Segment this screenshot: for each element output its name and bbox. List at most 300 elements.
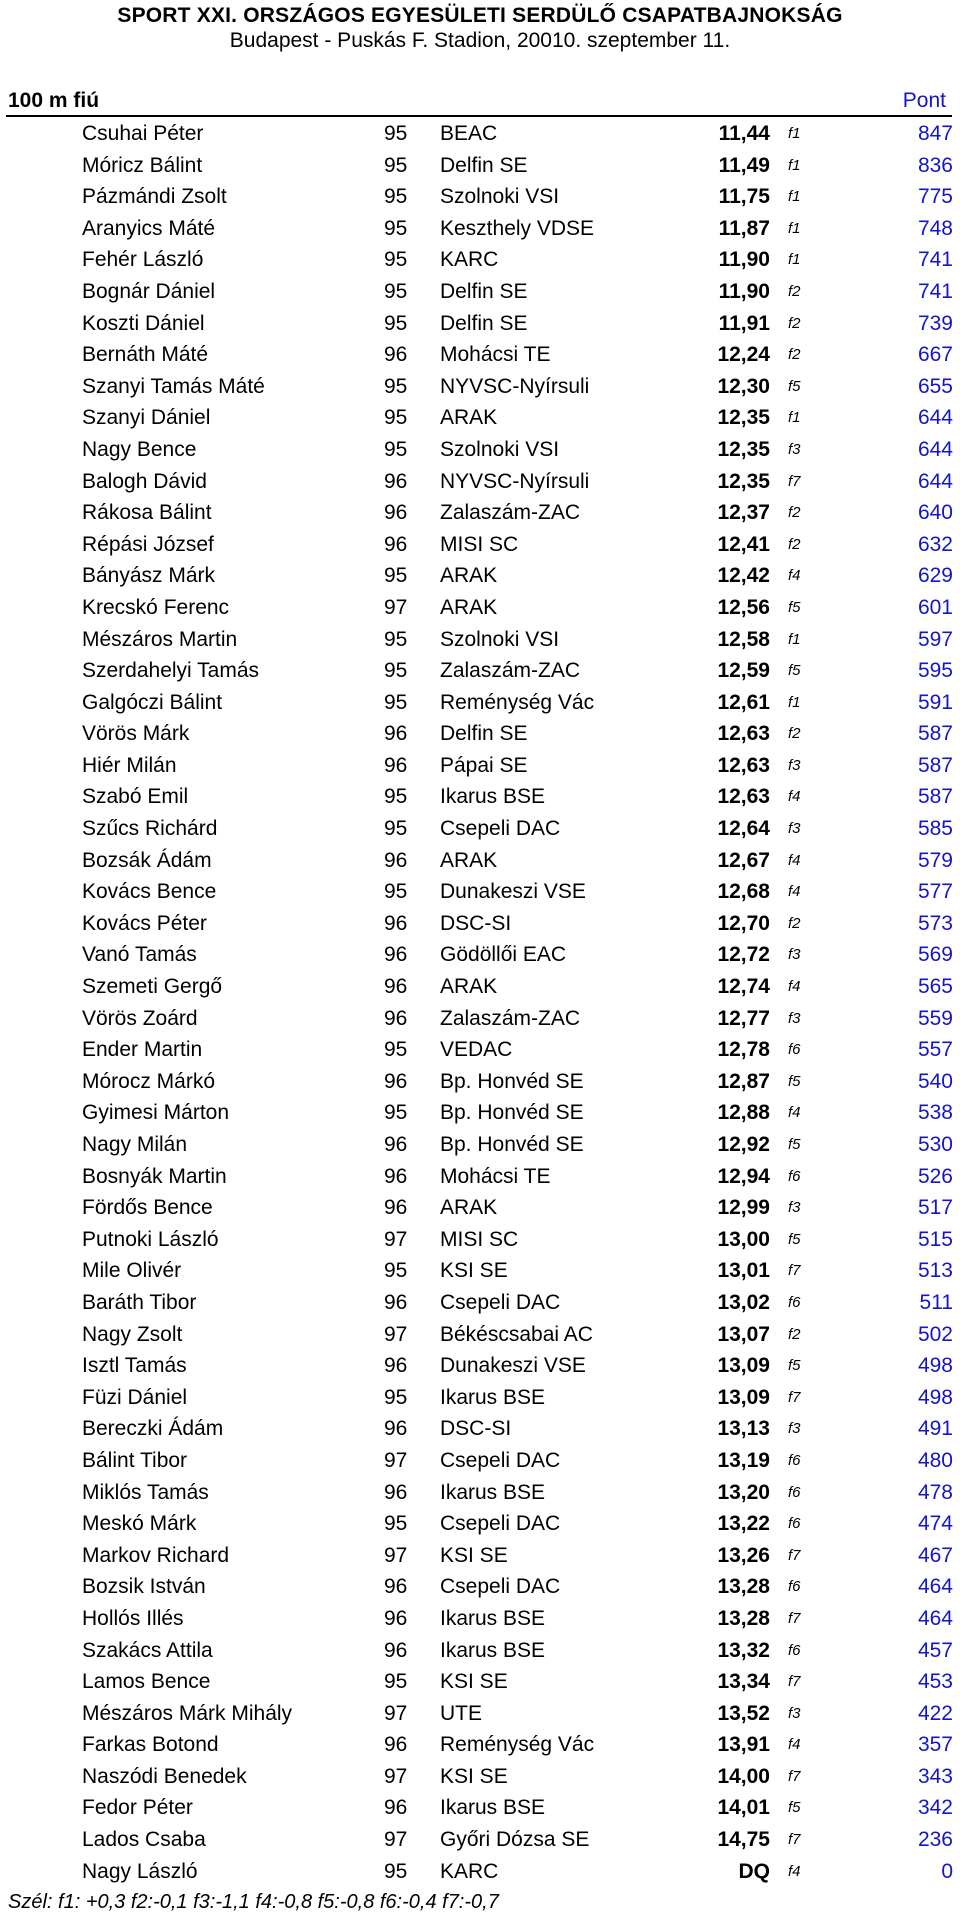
club-name: Békéscsabai AC bbox=[440, 1322, 593, 1346]
result-row bbox=[0, 1729, 960, 1761]
birth-year: 96 bbox=[384, 501, 408, 525]
points-value: 502 bbox=[917, 1322, 953, 1346]
club-name: BEAC bbox=[440, 122, 498, 145]
club-name: DSC-SI bbox=[440, 911, 512, 935]
points-value: 0 bbox=[941, 1859, 953, 1883]
result-row bbox=[0, 529, 960, 561]
result-row bbox=[0, 434, 960, 466]
heat-label: f1 bbox=[788, 409, 801, 427]
club-name: Szolnoki VSI bbox=[440, 185, 560, 209]
athlete-name: Szemeti Gergő bbox=[82, 975, 223, 999]
result-time: 12,72 bbox=[717, 943, 770, 967]
birth-year: 96 bbox=[384, 1290, 408, 1314]
points-value: 498 bbox=[917, 1354, 953, 1378]
club-name: Dunakeszi VSE bbox=[440, 880, 586, 904]
result-row bbox=[0, 560, 960, 592]
heat-label: f6 bbox=[788, 1167, 801, 1185]
heat-label: f5 bbox=[788, 1799, 801, 1817]
points-value: 629 bbox=[917, 564, 953, 588]
heat-label: f5 bbox=[788, 1072, 801, 1090]
club-name: ARAK bbox=[440, 406, 498, 430]
heat-label: f2 bbox=[788, 314, 801, 332]
heat-label: f4 bbox=[788, 788, 801, 806]
club-name: ARAK bbox=[440, 595, 498, 619]
points-value: 474 bbox=[917, 1512, 953, 1536]
points-value: 559 bbox=[917, 1006, 953, 1030]
result-time: 13,22 bbox=[717, 1512, 770, 1536]
page-title: SPORT XXI. ORSZÁGOS EGYESÜLETI SERDÜLŐ CSAPATBAJNOKSÁG bbox=[117, 4, 843, 27]
points-value: 478 bbox=[917, 1480, 953, 1504]
heat-label: f3 bbox=[788, 1009, 801, 1027]
points-value: 517 bbox=[917, 1196, 953, 1220]
heat-label: f2 bbox=[788, 282, 801, 300]
points-value: 453 bbox=[917, 1670, 953, 1694]
heat-label: f3 bbox=[788, 1420, 801, 1438]
birth-year: 96 bbox=[384, 532, 408, 556]
result-time: 11,91 bbox=[718, 311, 770, 335]
points-value: 739 bbox=[917, 311, 953, 335]
club-name: Szolnoki VSI bbox=[440, 627, 560, 651]
points-value: 644 bbox=[917, 437, 953, 461]
birth-year: 95 bbox=[384, 1259, 408, 1283]
heat-label: f4 bbox=[788, 1736, 801, 1754]
club-name: ARAK bbox=[440, 564, 498, 588]
birth-year: 95 bbox=[384, 437, 408, 461]
heat-label: f1 bbox=[788, 219, 801, 237]
heat-label: f7 bbox=[788, 1831, 801, 1849]
athlete-name: Nagy Bence bbox=[82, 437, 197, 461]
athlete-name: Koszti Dániel bbox=[82, 311, 205, 335]
points-value: 579 bbox=[917, 848, 953, 872]
result-time: 13,26 bbox=[717, 1543, 770, 1567]
athlete-name: Szakács Attila bbox=[82, 1638, 213, 1662]
result-row bbox=[0, 1066, 960, 1098]
athlete-name: Lados Csaba bbox=[82, 1828, 206, 1852]
result-time: 14,01 bbox=[717, 1796, 770, 1820]
birth-year: 95 bbox=[384, 690, 408, 714]
heat-label: f4 bbox=[788, 1862, 801, 1880]
result-time: 12,92 bbox=[717, 1133, 770, 1156]
result-row bbox=[0, 1129, 960, 1161]
header-divider bbox=[6, 115, 952, 117]
athlete-name: Hiér Milán bbox=[82, 753, 177, 777]
result-time: 12,70 bbox=[717, 911, 770, 935]
heat-label: f7 bbox=[788, 1767, 801, 1785]
page-subtitle: Budapest - Puskás F. Stadion, 20010. szeptember 11. bbox=[229, 29, 731, 52]
club-name: Bp. Honvéd SE bbox=[440, 1069, 584, 1093]
heat-label: f1 bbox=[788, 156, 801, 174]
birth-year: 97 bbox=[384, 1543, 408, 1567]
points-value: 741 bbox=[917, 279, 953, 303]
club-name: Szolnoki VSI bbox=[440, 437, 560, 461]
result-row bbox=[0, 276, 960, 308]
result-time: 12,78 bbox=[717, 1038, 770, 1062]
result-time: 13,52 bbox=[717, 1701, 770, 1725]
birth-year: 96 bbox=[384, 753, 408, 777]
result-time: 12,88 bbox=[717, 1101, 770, 1125]
result-row bbox=[0, 1666, 960, 1698]
result-row bbox=[0, 655, 960, 687]
birth-year: 97 bbox=[384, 1828, 408, 1852]
event-name: 100 m fiú bbox=[8, 89, 100, 112]
result-time: 13,01 bbox=[717, 1259, 770, 1283]
result-row bbox=[0, 1003, 960, 1035]
result-row bbox=[0, 244, 960, 276]
result-row bbox=[0, 1603, 960, 1635]
heat-label: f4 bbox=[788, 883, 801, 901]
result-time: 12,61 bbox=[717, 690, 770, 714]
athlete-name: Szanyi Tamás Máté bbox=[82, 374, 265, 398]
club-name: MISI SC bbox=[440, 532, 519, 556]
heat-label: f2 bbox=[788, 346, 801, 364]
athlete-name: Markov Richard bbox=[82, 1543, 230, 1567]
result-row bbox=[0, 718, 960, 750]
result-row bbox=[0, 939, 960, 971]
athlete-name: Galgóczi Bálint bbox=[82, 690, 223, 714]
result-row bbox=[0, 466, 960, 498]
result-time: 12,56 bbox=[717, 595, 770, 619]
birth-year: 95 bbox=[384, 216, 408, 240]
heat-label: f4 bbox=[788, 851, 801, 869]
athlete-name: Csuhai Péter bbox=[82, 122, 204, 145]
result-row bbox=[0, 1224, 960, 1256]
birth-year: 97 bbox=[384, 1448, 408, 1472]
athlete-name: Fedor Péter bbox=[82, 1796, 193, 1820]
club-name: Ikarus BSE bbox=[440, 1606, 546, 1630]
result-time: 12,35 bbox=[717, 437, 770, 461]
heat-label: f1 bbox=[788, 251, 801, 269]
birth-year: 96 bbox=[384, 1133, 408, 1156]
birth-year: 95 bbox=[384, 880, 408, 904]
result-row bbox=[0, 1792, 960, 1824]
heat-label: f6 bbox=[788, 1515, 801, 1533]
result-time: 11,44 bbox=[718, 122, 770, 145]
athlete-name: Aranyics Máté bbox=[82, 216, 216, 240]
result-row bbox=[0, 781, 960, 813]
club-name: Delfin SE bbox=[440, 153, 528, 177]
club-name: Keszthely VDSE bbox=[440, 216, 595, 240]
athlete-name: Balogh Dávid bbox=[82, 469, 207, 493]
athlete-name: Mórocz Márkó bbox=[82, 1069, 216, 1093]
birth-year: 95 bbox=[384, 406, 408, 430]
result-time: 12,30 bbox=[717, 374, 770, 398]
club-name: Bp. Honvéd SE bbox=[440, 1133, 584, 1156]
result-time: 12,41 bbox=[717, 532, 770, 556]
birth-year: 96 bbox=[384, 1733, 408, 1757]
result-time: 11,87 bbox=[718, 216, 770, 240]
club-name: ARAK bbox=[440, 975, 498, 999]
club-name: Ikarus BSE bbox=[440, 1796, 546, 1820]
birth-year: 95 bbox=[384, 627, 408, 651]
points-value: 597 bbox=[917, 627, 953, 651]
birth-year: 96 bbox=[384, 911, 408, 935]
heat-label: f4 bbox=[788, 567, 801, 585]
result-time: 13,34 bbox=[717, 1670, 770, 1694]
result-row bbox=[0, 1192, 960, 1224]
athlete-name: Nagy László bbox=[82, 1859, 198, 1883]
club-name: Ikarus BSE bbox=[440, 1638, 546, 1662]
points-value: 577 bbox=[917, 880, 953, 904]
heat-label: f7 bbox=[788, 1673, 801, 1691]
heat-label: f2 bbox=[788, 725, 801, 743]
result-row bbox=[0, 1508, 960, 1540]
result-row bbox=[0, 118, 960, 150]
birth-year: 97 bbox=[384, 1227, 408, 1251]
club-name: Győri Dózsa SE bbox=[440, 1828, 590, 1852]
result-time: 13,20 bbox=[717, 1480, 770, 1504]
heat-label: f1 bbox=[788, 630, 801, 648]
result-time: DQ bbox=[738, 1859, 770, 1883]
athlete-name: Bálint Tibor bbox=[82, 1448, 188, 1472]
points-value: 595 bbox=[917, 659, 953, 683]
club-name: KSI SE bbox=[440, 1543, 508, 1567]
points-value: 569 bbox=[917, 943, 953, 967]
birth-year: 96 bbox=[384, 1006, 408, 1030]
heat-label: f5 bbox=[788, 1136, 801, 1153]
points-value: 457 bbox=[917, 1638, 953, 1662]
points-value: 480 bbox=[917, 1448, 953, 1472]
result-row bbox=[0, 1382, 960, 1414]
result-row bbox=[0, 750, 960, 782]
result-time: 12,63 bbox=[717, 722, 770, 746]
athlete-name: Nagy Milán bbox=[82, 1133, 188, 1156]
result-row bbox=[0, 908, 960, 940]
club-name: Delfin SE bbox=[440, 722, 528, 746]
result-time: 12,77 bbox=[717, 1006, 770, 1030]
athlete-name: Bognár Dániel bbox=[82, 279, 216, 303]
athlete-name: Fehér László bbox=[82, 248, 204, 272]
points-value: 741 bbox=[917, 248, 953, 272]
result-row bbox=[0, 592, 960, 624]
birth-year: 96 bbox=[384, 1638, 408, 1662]
birth-year: 96 bbox=[384, 1417, 408, 1441]
club-name: Reménység Vác bbox=[440, 690, 595, 714]
points-value: 591 bbox=[917, 690, 953, 714]
athlete-name: Krecskó Ferenc bbox=[82, 595, 230, 619]
club-name: VEDAC bbox=[440, 1038, 513, 1062]
heat-label: f7 bbox=[788, 1388, 801, 1406]
club-name: Mohácsi TE bbox=[440, 343, 551, 367]
heat-label: f6 bbox=[788, 1483, 801, 1501]
result-time: 12,94 bbox=[717, 1164, 770, 1188]
result-time: 13,19 bbox=[717, 1448, 770, 1472]
club-name: Dunakeszi VSE bbox=[440, 1354, 586, 1378]
club-name: Csepeli DAC bbox=[440, 1512, 561, 1536]
result-row bbox=[0, 1034, 960, 1066]
points-value: 565 bbox=[917, 975, 953, 999]
athlete-name: Mészáros Martin bbox=[82, 627, 238, 651]
points-value: 530 bbox=[917, 1133, 953, 1156]
points-value: 540 bbox=[917, 1069, 953, 1093]
athlete-name: Farkas Botond bbox=[82, 1733, 219, 1757]
result-row bbox=[0, 1540, 960, 1572]
athlete-name: Szerdahelyi Tamás bbox=[82, 659, 260, 683]
athlete-name: Szűcs Richárd bbox=[82, 817, 218, 841]
birth-year: 95 bbox=[384, 1385, 408, 1409]
points-value: 513 bbox=[917, 1259, 953, 1283]
heat-label: f1 bbox=[788, 693, 801, 711]
result-time: 13,07 bbox=[717, 1322, 770, 1346]
birth-year: 95 bbox=[384, 122, 408, 145]
club-name: Gödöllői EAC bbox=[440, 943, 567, 967]
club-name: Zalaszám-ZAC bbox=[440, 1006, 581, 1030]
birth-year: 95 bbox=[384, 1859, 408, 1883]
result-time: 13,00 bbox=[717, 1227, 770, 1251]
result-time: 12,59 bbox=[717, 659, 770, 683]
athlete-name: Nagy Zsolt bbox=[82, 1322, 183, 1346]
points-value: 511 bbox=[919, 1290, 953, 1314]
result-row bbox=[0, 1319, 960, 1351]
result-time: 13,02 bbox=[717, 1290, 770, 1314]
club-name: ARAK bbox=[440, 848, 498, 872]
result-row bbox=[0, 1856, 960, 1888]
result-row bbox=[0, 339, 960, 371]
result-row bbox=[0, 371, 960, 403]
results-list bbox=[0, 118, 960, 1887]
result-row bbox=[0, 1161, 960, 1193]
birth-year: 96 bbox=[384, 722, 408, 746]
club-name: Pápai SE bbox=[440, 753, 528, 777]
points-value: 557 bbox=[917, 1038, 953, 1062]
result-row bbox=[0, 1698, 960, 1730]
result-row bbox=[0, 845, 960, 877]
heat-label: f5 bbox=[788, 377, 801, 395]
heat-label: f6 bbox=[788, 1578, 801, 1596]
result-row bbox=[0, 1761, 960, 1793]
athlete-name: Fördős Bence bbox=[82, 1196, 213, 1220]
birth-year: 96 bbox=[384, 848, 408, 872]
birth-year: 97 bbox=[384, 1701, 408, 1725]
club-name: Delfin SE bbox=[440, 311, 528, 335]
points-value: 573 bbox=[917, 911, 953, 935]
result-row bbox=[0, 1097, 960, 1129]
birth-year: 97 bbox=[384, 1764, 408, 1788]
heat-label: f1 bbox=[788, 125, 801, 142]
athlete-name: Vörös Zoárd bbox=[82, 1006, 198, 1030]
athlete-name: Meskó Márk bbox=[82, 1512, 197, 1536]
athlete-name: Bereczki Ádám bbox=[82, 1417, 224, 1441]
club-name: Csepeli DAC bbox=[440, 1448, 561, 1472]
event-header bbox=[8, 88, 952, 114]
points-value: 464 bbox=[917, 1606, 953, 1630]
result-row bbox=[0, 308, 960, 340]
result-time: 13,28 bbox=[717, 1606, 770, 1630]
club-name: MISI SC bbox=[440, 1227, 519, 1251]
heat-label: f2 bbox=[788, 914, 801, 932]
result-time: 11,90 bbox=[718, 248, 770, 272]
heat-label: f6 bbox=[788, 1293, 801, 1311]
points-value: 538 bbox=[917, 1101, 953, 1125]
result-row bbox=[0, 687, 960, 719]
result-time: 13,91 bbox=[717, 1733, 770, 1757]
athlete-name: Putnoki László bbox=[82, 1227, 219, 1251]
result-time: 12,63 bbox=[717, 785, 770, 809]
result-time: 14,00 bbox=[717, 1764, 770, 1788]
heat-label: f1 bbox=[788, 188, 801, 206]
points-value: 585 bbox=[917, 817, 953, 841]
athlete-name: Ender Martin bbox=[82, 1038, 203, 1062]
result-time: 12,64 bbox=[717, 817, 770, 841]
result-row bbox=[0, 150, 960, 182]
birth-year: 95 bbox=[384, 817, 408, 841]
points-value: 836 bbox=[917, 153, 953, 177]
athlete-name: Bernáth Máté bbox=[82, 343, 209, 367]
heat-label: f7 bbox=[788, 1609, 801, 1627]
result-time: 11,49 bbox=[718, 153, 770, 177]
birth-year: 97 bbox=[384, 1322, 408, 1346]
points-value: 644 bbox=[917, 469, 953, 493]
club-name: Reménység Vác bbox=[440, 1733, 595, 1757]
club-name: Zalaszám-ZAC bbox=[440, 501, 581, 525]
result-row bbox=[0, 624, 960, 656]
points-value: 775 bbox=[917, 185, 953, 209]
athlete-name: Baráth Tibor bbox=[82, 1290, 197, 1314]
birth-year: 96 bbox=[384, 469, 408, 493]
club-name: KSI SE bbox=[440, 1670, 508, 1694]
points-value: 847 bbox=[917, 122, 953, 145]
result-time: 12,37 bbox=[717, 501, 770, 525]
heat-label: f5 bbox=[788, 1357, 801, 1375]
heat-label: f2 bbox=[788, 504, 801, 522]
athlete-name: Bozsik István bbox=[82, 1575, 206, 1599]
result-time: 13,28 bbox=[717, 1575, 770, 1599]
result-time: 12,74 bbox=[717, 975, 770, 999]
result-time: 12,35 bbox=[717, 469, 770, 493]
result-row bbox=[0, 1824, 960, 1856]
athlete-name: Hollós Illés bbox=[82, 1606, 184, 1630]
heat-label: f3 bbox=[788, 1199, 801, 1217]
heat-label: f3 bbox=[788, 440, 801, 458]
athlete-name: Szabó Emil bbox=[82, 785, 189, 809]
athlete-name: Mile Olivér bbox=[82, 1259, 182, 1283]
points-value: 422 bbox=[917, 1701, 953, 1725]
heat-label: f7 bbox=[788, 1262, 801, 1280]
club-name: KARC bbox=[440, 1859, 499, 1883]
result-row bbox=[0, 1413, 960, 1445]
club-name: KSI SE bbox=[440, 1764, 508, 1788]
points-value: 526 bbox=[917, 1164, 953, 1188]
result-row bbox=[0, 402, 960, 434]
points-value: 587 bbox=[917, 753, 953, 777]
birth-year: 95 bbox=[384, 279, 408, 303]
points-column-header: Pont bbox=[902, 89, 946, 112]
result-time: 12,35 bbox=[717, 406, 770, 430]
points-value: 498 bbox=[917, 1385, 953, 1409]
athlete-name: Mészáros Márk Mihály bbox=[82, 1701, 293, 1725]
birth-year: 96 bbox=[384, 1196, 408, 1220]
result-row bbox=[0, 971, 960, 1003]
athlete-name: Vanó Tamás bbox=[82, 943, 197, 967]
birth-year: 95 bbox=[384, 1670, 408, 1694]
birth-year: 96 bbox=[384, 943, 408, 967]
birth-year: 95 bbox=[384, 659, 408, 683]
points-value: 640 bbox=[917, 501, 953, 525]
club-name: DSC-SI bbox=[440, 1417, 512, 1441]
result-row bbox=[0, 1255, 960, 1287]
points-value: 357 bbox=[917, 1733, 953, 1757]
club-name: Csepeli DAC bbox=[440, 817, 561, 841]
athlete-name: Kovács Péter bbox=[82, 911, 207, 935]
athlete-name: Miklós Tamás bbox=[82, 1480, 209, 1504]
points-value: 667 bbox=[917, 343, 953, 367]
result-time: 12,58 bbox=[717, 627, 770, 651]
points-value: 491 bbox=[917, 1417, 953, 1441]
birth-year: 96 bbox=[384, 975, 408, 999]
result-time: 12,42 bbox=[717, 564, 770, 588]
result-time: 12,87 bbox=[717, 1069, 770, 1093]
result-row bbox=[0, 1287, 960, 1319]
points-value: 464 bbox=[917, 1575, 953, 1599]
